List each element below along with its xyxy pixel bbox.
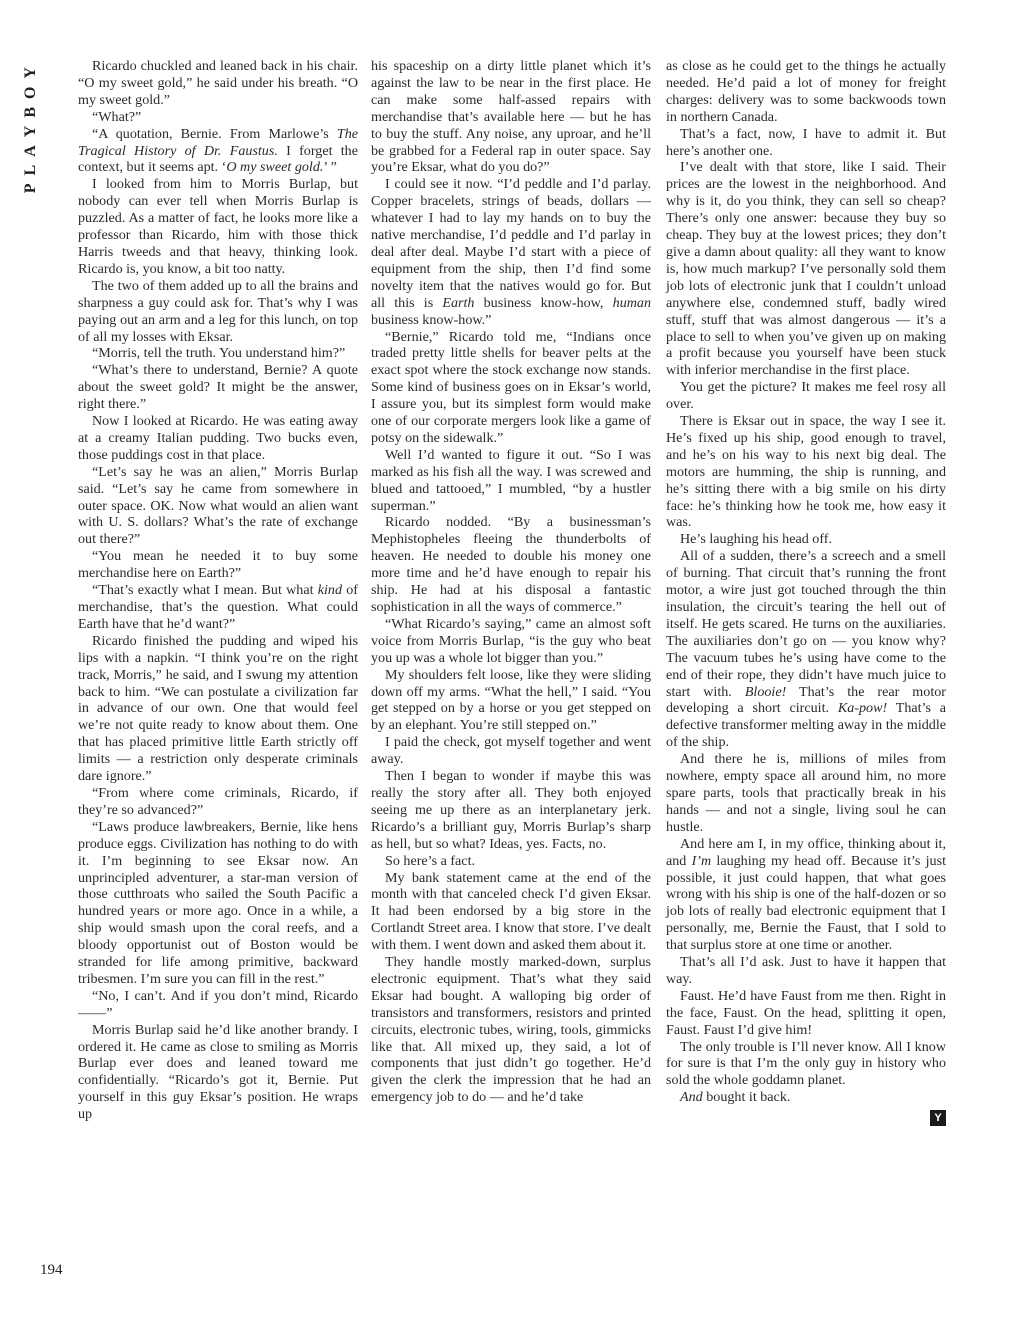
text-run: business know-how.” (371, 311, 492, 328)
text-run: “Morris, tell the truth. You understand him?” (92, 345, 346, 362)
text-run: “What?” (92, 108, 142, 125)
paragraph (666, 379, 946, 413)
text-run: “That’s exactly what I mean. But what (92, 582, 318, 599)
text-run: Blooie! (744, 683, 787, 700)
text-run: The only trouble is I’ll never know. All I know for sure is that I’m the only guy in history who sold the whole goddamn planet. (666, 1038, 946, 1089)
paragraph (371, 329, 651, 447)
paragraph (371, 734, 651, 768)
paragraph (78, 126, 358, 177)
text-run: Ka-pow! (837, 700, 888, 717)
paragraph (78, 278, 358, 346)
text-run: That’s the rear motor developing a short circuit. (666, 683, 946, 717)
text-run: as close as he could get to the things he actually needed. He’d paid a lot of money for freight charges: delivery was to some backwoods town in northern Canada. (666, 58, 946, 125)
text-run: I forget the context, but it seems apt. ‘ (78, 142, 358, 176)
paragraph (666, 836, 946, 954)
text-run: ’ ” (323, 159, 337, 176)
paragraph (666, 159, 946, 379)
paragraph (371, 870, 651, 955)
paragraph (78, 58, 358, 109)
text-run: “Laws produce lawbreakers, Bernie, like hens produce eggs. Civilization has nothing to do with it. I’m beginning to see Eksar now. An unprincipled adventurer, a star-man version of those cutthroats who sailed the South Pacific a hundred years or more ago. Once in a while, a ship would smash upon the coral reefs, and a bloody opportunist out of Boston would be stranded for life among primitive, backward tribesmen. I’m sure you can fill in the rest.” (78, 818, 358, 987)
text-run: Ricardo finished the pudding and wiped his lips with a napkin. “I think you’re on the right track, Morris,” he said, and I swung my attention back to him. “We can postulate a civilization far in advance of our own. One that would feel we’re not quite ready to know about them. One that has placed primitive little Earth strictly off limits — a restriction only desperate criminals dare ignore.” (78, 632, 358, 785)
paragraph (666, 126, 946, 160)
text-run: They handle mostly marked-down, surplus electronic equipment. That’s what they said Eksar had bought. A walloping big order of transistors and transformers, resistors and printed circuits, electronic tubes, wiring, tools, gimmicks like that. All mixed up, they said, a lot of components that just didn’t go together. He’d given the clerk the impression that he had an emergency job to do — and he’d take (371, 954, 651, 1106)
paragraph (666, 413, 946, 531)
paragraph (666, 1089, 946, 1106)
text-run: I’m (691, 852, 712, 869)
text-run: And (680, 1089, 703, 1106)
text-run: laughing my head off. Because it’s just possible, it just could happen, that what goes wrong with his ship is one of the half-dozen or so job lots of really bad electronic equipment that I personally, me, Bernie the Faust, that I sold to that surplus store at one time or another. (666, 852, 946, 954)
text-column-1 (78, 58, 358, 1123)
text-run: All of a sudden, there’s a screech and a smell of burning. That circuit that’s running the front motor, a wire just got touched through the thin insulation, the circuit’s tearing the hell out of itself. He gets scared. He turns on the auxiliaries. The auxiliaries don’t go on — you know why? The vacuum tubes he’s using have come to the end of their rope, they didn’t have much juice to start with. (666, 548, 946, 700)
text-run: Faust. He’d have Faust from me then. Right in the face, Faust. On the head, splitting it open, Faust. Faust I’d give him! (666, 987, 946, 1038)
paragraph (371, 176, 651, 328)
paragraph (666, 531, 946, 548)
text-run: Morris Burlap said he’d like another brandy. I ordered it. He came as close to smiling as Morris Burlap ever does and leaned toward me confidentially. “Ricardo’s got it, Bernie. Put yourself in this guy Eksar’s position. He wraps up (78, 1021, 358, 1123)
text-column-2 (371, 58, 651, 1106)
paragraph (666, 751, 946, 836)
text-run: “No, I can’t. And if you don’t mind, Ricardo——” (78, 987, 358, 1021)
paragraph (371, 853, 651, 870)
paragraph (78, 785, 358, 819)
paragraph (371, 954, 651, 1106)
text-run: his spaceship on a dirty little planet which it’s against the law to be near in the first place. He can make some half-assed repairs with merchandise that’s available here — but he has to buy the stuff. Any noise, any uproar, and he’ll be grabbed for a Federal rap in outer space. Say you’re Eksar, what do you do?” (371, 58, 651, 176)
text-run: I could see it now. “I’d peddle and I’d parlay. Copper bracelets, strings of beads, dollars — whatever I had to lay my hands on to buy the native merchandise, I’d peddle and I’d parlay in deal after deal. Maybe I’d start with a piece of equipment from the ship, then I’d find some novelty item that the natives would go for. But all this is (371, 176, 651, 311)
paragraph (666, 548, 946, 751)
paragraph (666, 58, 946, 126)
paragraph (371, 447, 651, 515)
paragraph (371, 58, 651, 176)
text-run: bought it back. (702, 1089, 791, 1106)
text-run: He’s laughing his head off. (680, 531, 833, 548)
text-run: My bank statement came at the end of the month with that canceled check I’d given Eksar. It had been endorsed by a big store in the Cortlandt Street area. I know that store. I’ve dealt with them. I went down and asked them about it. (371, 869, 651, 954)
text-run: “What Ricardo’s saying,” came an almost soft voice from Morris Burlap, “is the guy who beat you up was a whole lot bigger than you.” (371, 615, 651, 666)
text-run: So here’s a fact. (385, 852, 476, 869)
text-run: That’s a fact, now, I have to admit it. But here’s another one. (666, 125, 946, 159)
text-run: And there he is, millions of miles from nowhere, empty space all around him, no more spare parts, tools that practically break in his hands — and not a single, living soul he can hustle. (666, 751, 946, 835)
text-run: You get the picture? It makes me feel rosy all over. (666, 379, 946, 413)
paragraph (78, 345, 358, 362)
text-run: Earth (442, 294, 475, 311)
text-run: Ricardo nodded. “By a businessman’s Mephistopheles fleeing the thunderbolts of heaven. He needed to double his money one more time and he’d have enough to repair his ship. He had at his disposal a fantastic sophistication in all the ways of commerce.” (371, 514, 651, 615)
text-run: There is Eksar out in space, the way I see it. He’s fixed up his ship, good enough to travel, and he’s on his way to his next big deal. The motors are humming, the ship is running, and he’s sitting there with a big smile on his dirty face: he’s thinking how he took me, how easy it was. (666, 413, 946, 531)
text-run: Ricardo chuckled and leaned back in his chair. “O my sweet gold,” he said under his breath. “O my sweet gold.” (78, 58, 358, 108)
text-run: Now I looked at Ricardo. He was eating away at a creamy Italian pudding. Two bucks even, those puddings cost in that place. (78, 413, 358, 463)
paragraph (78, 548, 358, 582)
text-run: And here am I, in my office, thinking about it, and (666, 835, 946, 869)
text-run: “What’s there to understand, Bernie? A quote about the sweet gold? It might be the answer, right there.” (78, 362, 358, 413)
paragraph (78, 109, 358, 126)
text-run: Then I began to wonder if maybe this was really the story after all. They both enjoyed seeing me up there as an interplanetary jerk. Ricardo’s a brilliant guy, Morris Burlap’s sharp as hell, but so what? Ideas, yes. Facts, no. (371, 768, 651, 852)
running-head (22, 62, 48, 198)
text-run: business know-how, (474, 294, 613, 311)
paragraph (78, 464, 358, 549)
paragraph (78, 362, 358, 413)
text-run: The two of them added up to all the brains and sharpness a guy could ask for. That’s why I was paying out an arm and a leg for this lunch, on top of all my losses with Eksar. (78, 277, 358, 345)
paragraph (371, 768, 651, 853)
text-run: “Let’s say he was an alien,” Morris Burlap said. “Let’s say he came from somewhere in outer space. OK. Now what would an alien want with U. S. dollars? What’s the rate of exchange out there?” (78, 463, 358, 548)
paragraph (78, 582, 358, 633)
page-number: 194 (40, 1262, 63, 1278)
text-run: “From where come criminals, Ricardo, if they’re so advanced?” (78, 784, 358, 818)
text-run: human (612, 294, 652, 311)
paragraph (78, 176, 358, 277)
paragraph (78, 819, 358, 988)
text-run: I paid the check, got myself together and went away. (371, 734, 651, 768)
paragraph (666, 954, 946, 988)
text-run: O my sweet gold. (226, 159, 324, 176)
text-run: “You mean he needed it to buy some merchandise here on Earth?” (78, 548, 358, 582)
text-run: The Tragical History of Dr. Faustus. (78, 125, 358, 159)
text-run: That’s a defective transformer melting away in the middle of the ship. (666, 700, 946, 751)
text-run: Well I’d wanted to figure it out. “So I was marked as his fish all the way. I was screwed and blued and tattooed,” I mumbled, “by a hustler superman.” (371, 446, 651, 514)
running-head-text: P L A Y B O Y (22, 67, 39, 194)
paragraph (78, 1022, 358, 1123)
text-run: That’s all I’d ask. Just to have it happen that way. (666, 954, 946, 987)
paragraph (78, 413, 358, 464)
paragraph (371, 667, 651, 735)
text-column-3 (666, 58, 946, 1126)
text-run: My shoulders felt loose, like they were sliding down off my arms. “What the hell,” I said. “You get stepped on by a horse or you get stepped on by an elephant. You’re still stepped on.” (371, 666, 651, 734)
end-mark-icon: Y (930, 1110, 946, 1126)
text-run: kind (317, 582, 343, 599)
text-run: I looked from him to Morris Burlap, but nobody can ever tell when Morris Burlap is puzzled. As a matter of fact, he looks more like a professor than Ricardo, him with those thick Harris tweeds and that heavy, thinking look. Ricardo is, you know, a bit too natty. (78, 176, 358, 277)
text-run: “Bernie,” Ricardo told me, “Indians once traded pretty little shells for beaver pelts at the exact spot where the stock exchange now stands. Some kind of business goes on in Eksar’s world, I assure you, but its simplest form would make one of our corporate mergers look like a game of potsy on the sidewalk.” (371, 328, 651, 446)
paragraph (371, 616, 651, 667)
text-run: I’ve dealt with that store, like I said. Their prices are the lowest in the neighborhood. And why is it, do you think, they can sell so cheap? There’s only one answer: because they buy so cheap. They buy at the lowest prices; they don’t give a damn about quality: all they want to know is, how much markup? I’ve personally sold them job lots of electronic junk that I couldn’t unload anywhere else, condemned stuff, badly wired stuff, stuff that was almost dangerous — it’s a place to sell to when you’ve given up on making a profit because you yourself have been stuck with inferior merchandise in the first place. (666, 159, 946, 379)
text-run: “A quotation, Bernie. From Marlowe’s (92, 125, 337, 142)
paragraph (78, 633, 358, 785)
paragraph (666, 988, 946, 1039)
paragraph (371, 514, 651, 615)
text-run: of merchandise, that’s the question. What could Earth have that he’d want?” (78, 582, 358, 632)
paragraph (78, 988, 358, 1022)
paragraph (666, 1039, 946, 1090)
